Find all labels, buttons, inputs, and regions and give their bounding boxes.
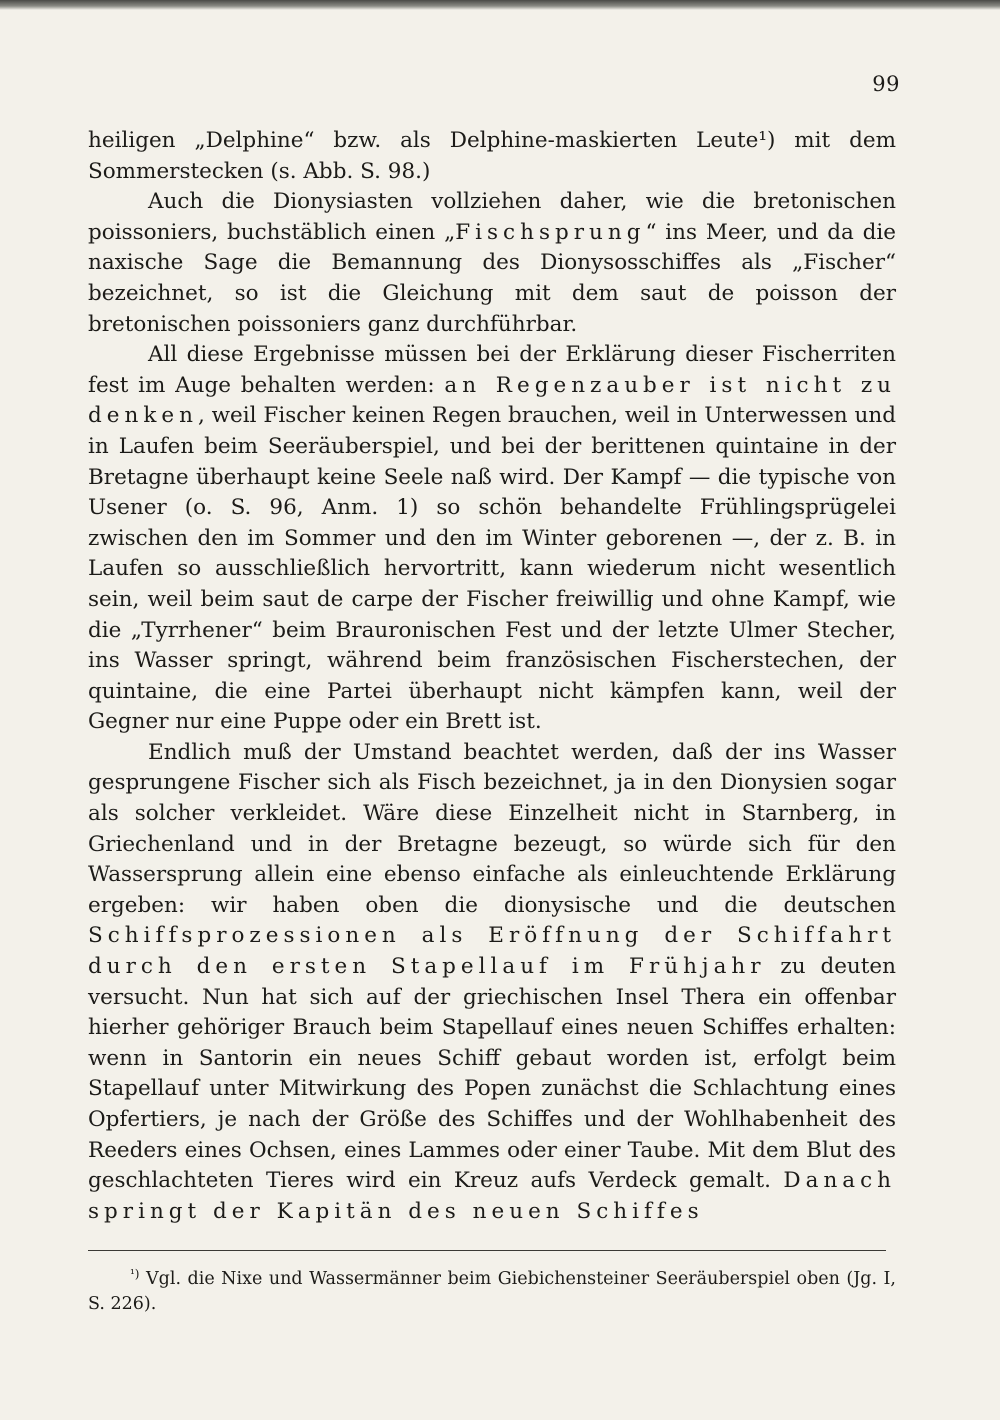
paragraph-2-emphasis: Fischsprung [455, 219, 646, 245]
paragraph-2-text: Auch die Dionysiasten vollziehen daher, wie die bretonischen poissoniers, buchstäblich einen „ [88, 189, 896, 245]
body-text [88, 126, 896, 1227]
paragraph-2 [88, 187, 896, 340]
paragraph-1-text: heiligen „Delphine“ bzw. als Delphine-maskierten Leute¹) mit dem Sommerstecken (s. Abb. S. 98.) [88, 128, 896, 184]
footnote [88, 1262, 896, 1317]
page-number: 99 [872, 72, 900, 96]
footnote-marker: ¹) [130, 1267, 140, 1281]
paragraph-4-final-emphasis: Danach springt der Kapitän des neuen Schiffes [88, 1168, 896, 1224]
paragraph-3 [88, 340, 896, 738]
paragraph-4 [88, 738, 896, 1228]
scan-top-edge [0, 0, 1000, 10]
paragraph-3-emphasis: an Regenzauber ist nicht zu denken [88, 372, 897, 429]
paragraph-1 [88, 126, 896, 187]
paragraph-3-text: All diese Ergebnisse müssen bei der Erklärung dieser Fischerriten fest im Auge behalten werden: [88, 342, 896, 398]
paragraph-3-text-cont: , weil Fischer keinen Regen brauchen, weil in Unterwessen und in Laufen beim Seeräuberspiel, und bei der berittenen quintaine in der Bretagne überhaupt keine Seele naß wird. Der Kampf — die typische von Usener (o. S. 96, Anm. 1) so schön behandelte Frühlingsprügelei zwischen den im Sommer und den im Winter geborenen —, der z. B. in Laufen so ausschließlich hervortritt, kann wiederum nicht wesentlich sein, weil beim saut de carpe der Fischer freiwillig und ohne Kampf, wie die „Tyrrhener“ beim Brauronischen Fest und der letzte Ulmer Stecher, ins Wasser springt, während beim französischen Fischerstechen, der quintaine, die eine Partei überhaupt nicht kämpfen kann, weil der Gegner nur eine Puppe oder ein Brett ist. [88, 403, 896, 735]
paragraph-4-text-cont: zu deuten versucht. Nun hat sich auf der griechischen Insel Thera ein offenbar hierher gehöriger Brauch beim Stapellauf eines neuen Schiffes erhalten: wenn in Santorin ein neues Schiff gebaut worden ist, erfolgt beim Stapellauf unter Mitwirkung des Popen zunächst die Schlachtung eines Opfertiers, je nach der Größe des Schiffes und der Wohlhabenheit des Reeders eines Ochsen, eines Lammes oder einer Taube. Mit dem Blut des geschlachteten Tieres wird ein Kreuz aufs Verdeck gemalt. [88, 954, 896, 1194]
footnote-text: Vgl. die Nixe und Wassermänner beim Giebichensteiner Seeräuberspiel oben (Jg. I, S. 226). [88, 1269, 896, 1314]
paragraph-4-text: Endlich muß der Umstand beachtet werden, daß der ins Wasser gesprungene Fischer sich als Fisch bezeichnet, ja in den Dionysien sogar als solcher verkleidet. Wäre diese Einzelheit nicht in Starnberg, in Griechenland und in der Bretagne bezeugt, so würde sich für den Wassersprung allein eine ebenso einfache als einleuchtende Erklärung ergeben: wir haben oben die dionysische und die deutschen [88, 739, 896, 918]
paragraph-2-text-cont: “ ins Meer, und da die naxische Sage die Bemannung des Dionysosschiffes als „Fischer“ bezeichnet, so ist die Gleichung mit dem saut de poisson der bretonischen poissoniers ganz durchführbar. [88, 219, 896, 337]
paragraph-4-emphasis: Schiffsprozessionen als Eröffnung der Schiffahrt durch den ersten Stapellauf im Frühjahr [88, 923, 896, 980]
footnote-rule [88, 1250, 886, 1251]
